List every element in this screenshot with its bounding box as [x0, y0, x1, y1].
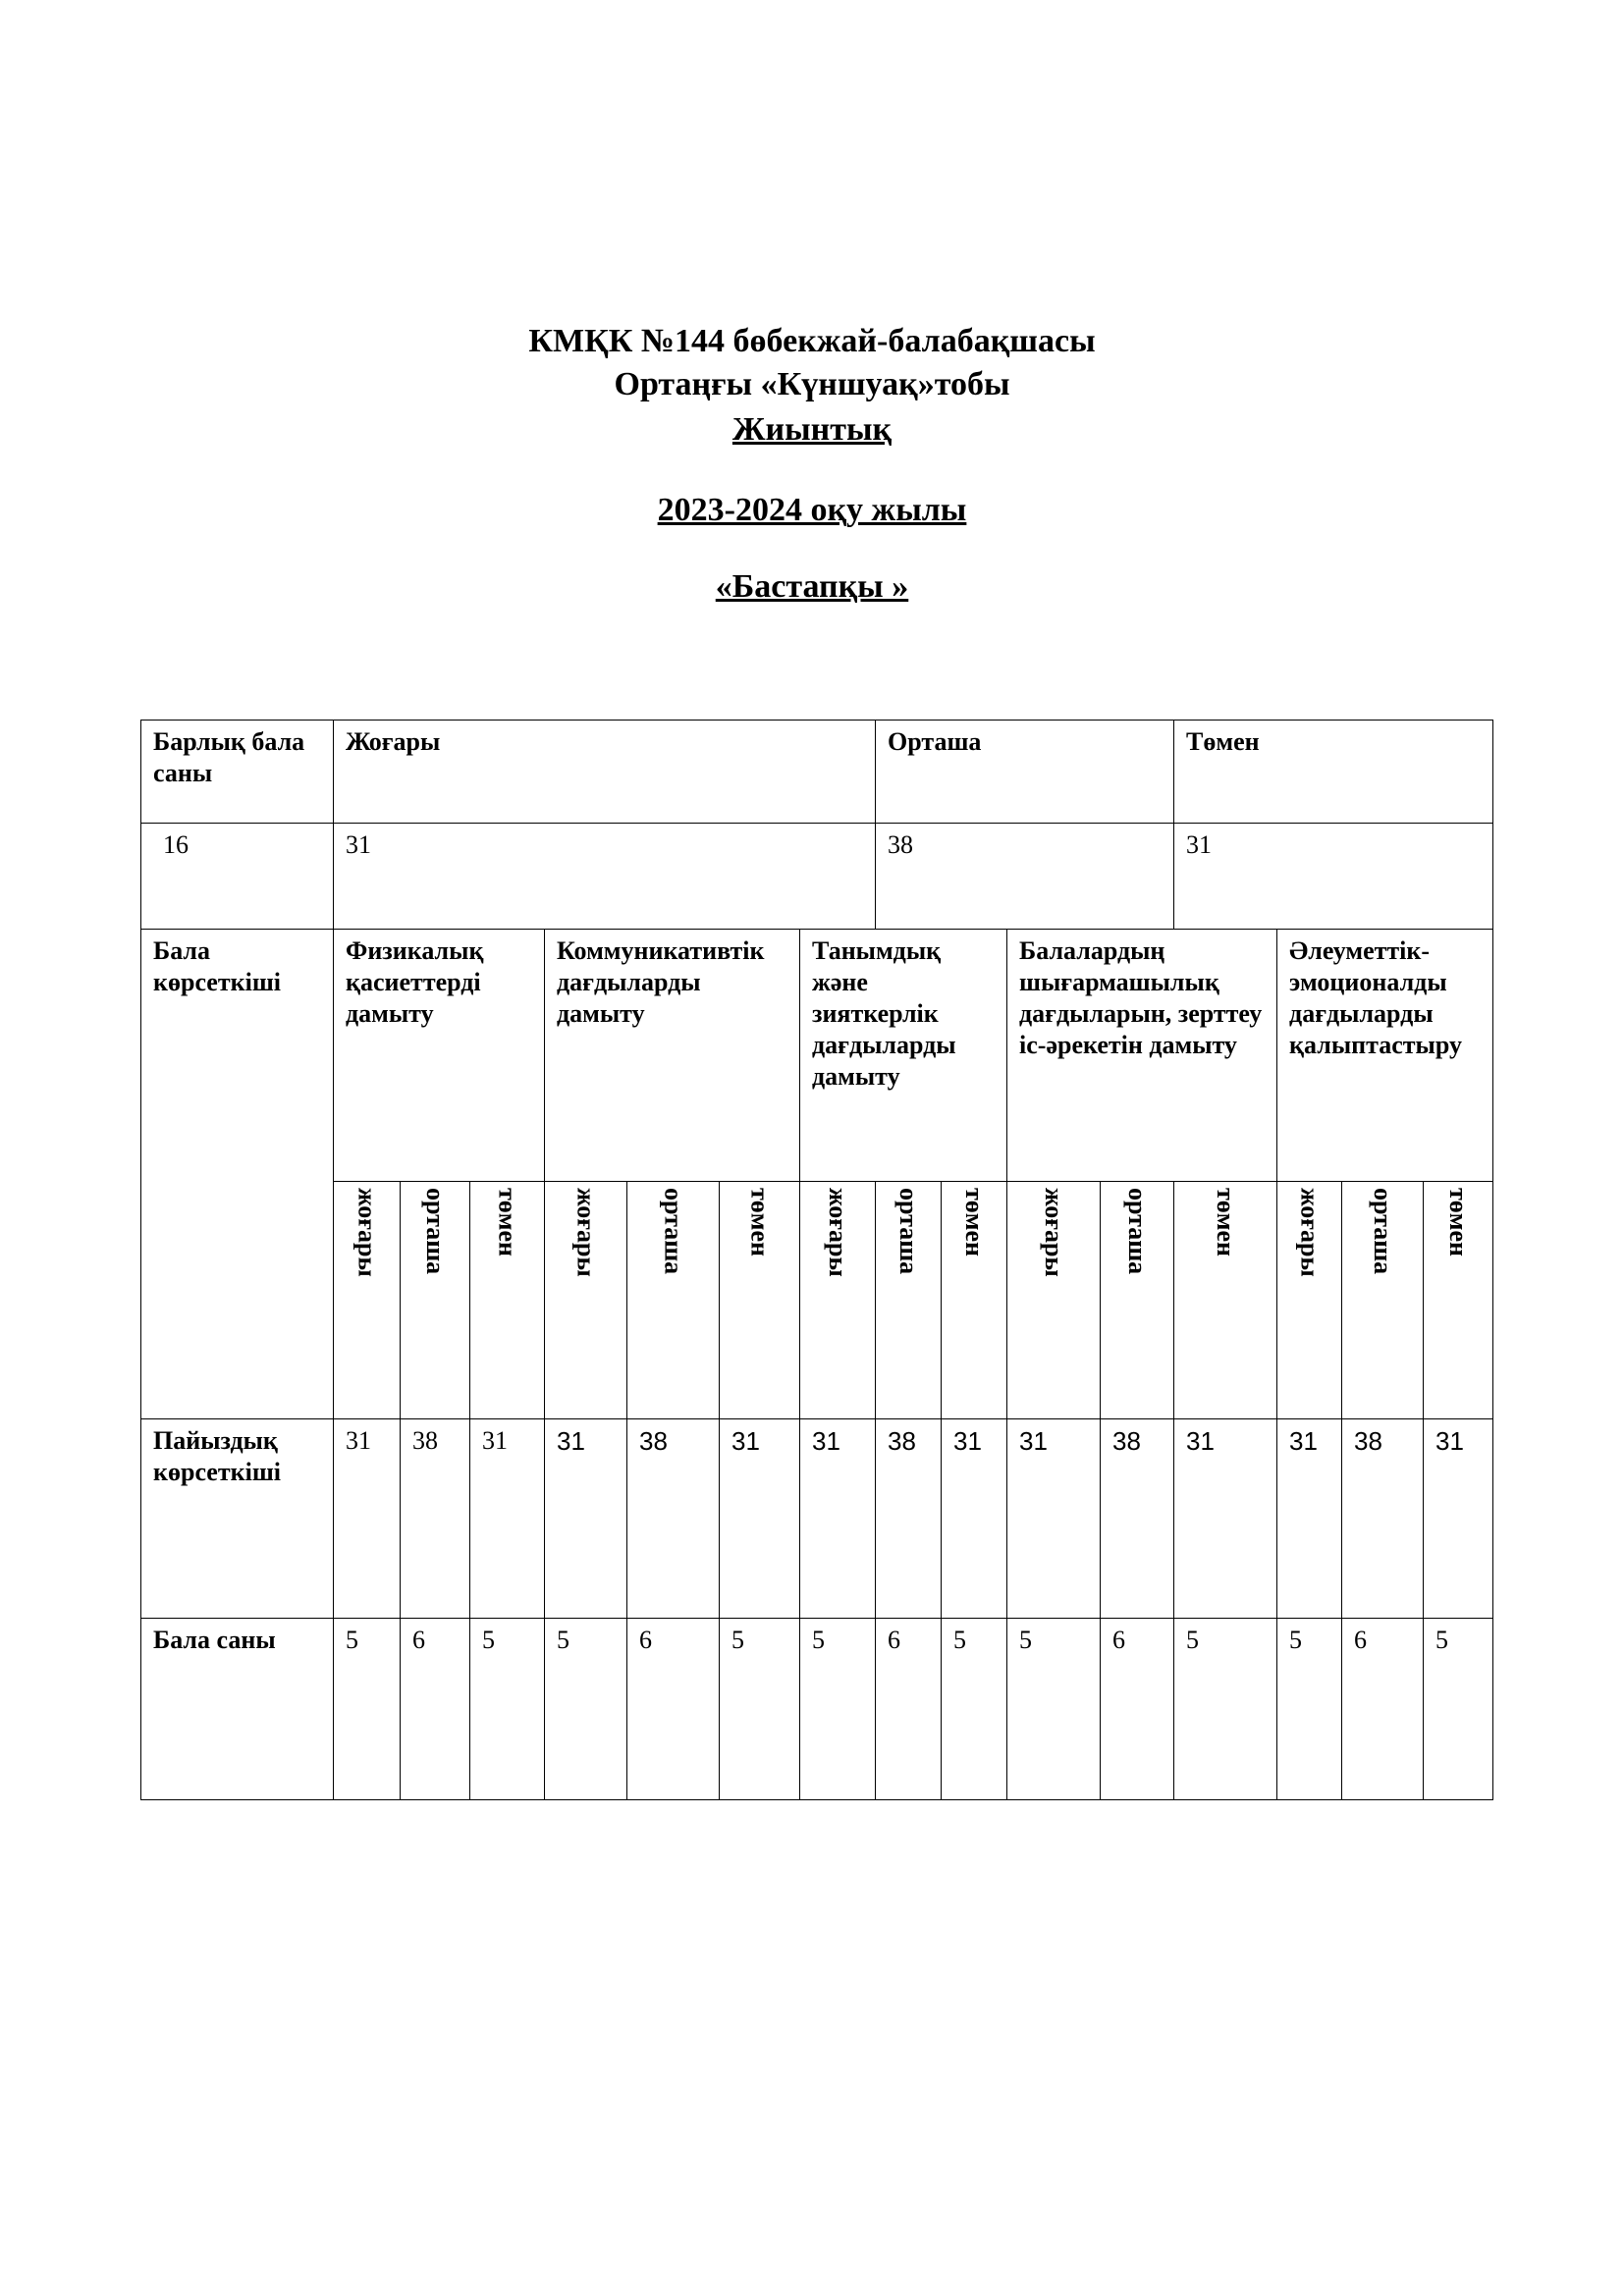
percent-value: 31	[470, 1419, 545, 1619]
total-children-value: 16	[141, 824, 334, 930]
level-header-row	[141, 721, 1493, 824]
low-level-label: Төмен	[1174, 721, 1493, 824]
area-physical: Физикалық қасиеттерді дамыту	[334, 930, 545, 1182]
percent-value: 31	[800, 1419, 876, 1619]
count-value: 5	[1424, 1619, 1493, 1800]
count-value: 5	[334, 1619, 401, 1800]
stage-title: «Бастапқы »	[715, 568, 909, 605]
level-high-3: жоғары	[800, 1182, 876, 1419]
level-high-1: жоғары	[334, 1182, 401, 1419]
percent-value: 38	[1101, 1419, 1174, 1619]
percent-value: 31	[1007, 1419, 1101, 1619]
level-high-5: жоғары	[1277, 1182, 1342, 1419]
count-value: 6	[1101, 1619, 1174, 1800]
percent-value: 31	[545, 1419, 627, 1619]
level-high-4: жоғары	[1007, 1182, 1101, 1419]
level-mid-3: орташа	[876, 1182, 942, 1419]
percent-value: 31	[720, 1419, 800, 1619]
academic-year: 2023-2024 оқу жылы	[657, 492, 967, 528]
level-low-4: төмен	[1174, 1182, 1277, 1419]
total-children-label: Барлық бала саны	[141, 721, 334, 824]
area-social-emotional: Әлеуметтік-эмоционалды дағдыларды қалыптастыру	[1277, 930, 1493, 1182]
area-communicative: Коммуникативтік дағдыларды дамыту	[545, 930, 800, 1182]
percent-value: 31	[1277, 1419, 1342, 1619]
percent-value: 31	[942, 1419, 1007, 1619]
count-value: 5	[720, 1619, 800, 1800]
count-row	[141, 1619, 1493, 1800]
level-mid-1: орташа	[401, 1182, 470, 1419]
count-value: 5	[800, 1619, 876, 1800]
percent-value: 31	[1174, 1419, 1277, 1619]
count-value: 5	[470, 1619, 545, 1800]
percent-row	[141, 1419, 1493, 1619]
mid-level-label: Орташа	[876, 721, 1174, 824]
area-header-row	[141, 930, 1493, 1182]
percent-value: 31	[1424, 1419, 1493, 1619]
level-subheader-row	[141, 1182, 1493, 1419]
count-value: 6	[627, 1619, 720, 1800]
count-value: 5	[1174, 1619, 1277, 1800]
mid-level-value: 38	[876, 824, 1174, 930]
level-low-1: төмен	[470, 1182, 545, 1419]
level-value-row	[141, 824, 1493, 930]
percent-value: 38	[876, 1419, 942, 1619]
percent-value: 31	[334, 1419, 401, 1619]
results-table	[140, 720, 1493, 1800]
level-low-5: төмен	[1424, 1182, 1493, 1419]
level-low-3: төмен	[942, 1182, 1007, 1419]
area-creative: Балалардың шығармашылық дағдыларын, зерттеу іс-әрекетін дамыту	[1007, 930, 1277, 1182]
count-label: Бала саны	[141, 1619, 334, 1800]
percent-label: Пайыздық көрсеткіші	[141, 1419, 334, 1619]
high-level-value: 31	[334, 824, 876, 930]
high-level-label: Жоғары	[334, 721, 876, 824]
area-cognitive: Танымдық және зияткерлік дағдыларды дамыту	[800, 930, 1007, 1182]
count-value: 5	[1007, 1619, 1101, 1800]
percent-value: 38	[627, 1419, 720, 1619]
percent-value: 38	[1342, 1419, 1424, 1619]
count-value: 6	[876, 1619, 942, 1800]
level-high-2: жоғары	[545, 1182, 627, 1419]
count-value: 5	[1277, 1619, 1342, 1800]
count-value: 5	[942, 1619, 1007, 1800]
count-value: 5	[545, 1619, 627, 1800]
percent-value: 38	[401, 1419, 470, 1619]
group-title: Ортаңғы «Күншуақ»тобы	[614, 366, 1010, 402]
low-level-value: 31	[1174, 824, 1493, 930]
institution-title: КМҚК №144 бөбекжай-балабақшасы	[528, 323, 1096, 359]
level-mid-5: орташа	[1342, 1182, 1424, 1419]
child-indicator-label: Бала көрсеткіші	[141, 930, 334, 1419]
count-value: 6	[1342, 1619, 1424, 1800]
count-value: 6	[401, 1619, 470, 1800]
level-mid-4: орташа	[1101, 1182, 1174, 1419]
level-mid-2: орташа	[627, 1182, 720, 1419]
level-low-2: төмен	[720, 1182, 800, 1419]
summary-title: Жиынтық	[731, 411, 893, 448]
